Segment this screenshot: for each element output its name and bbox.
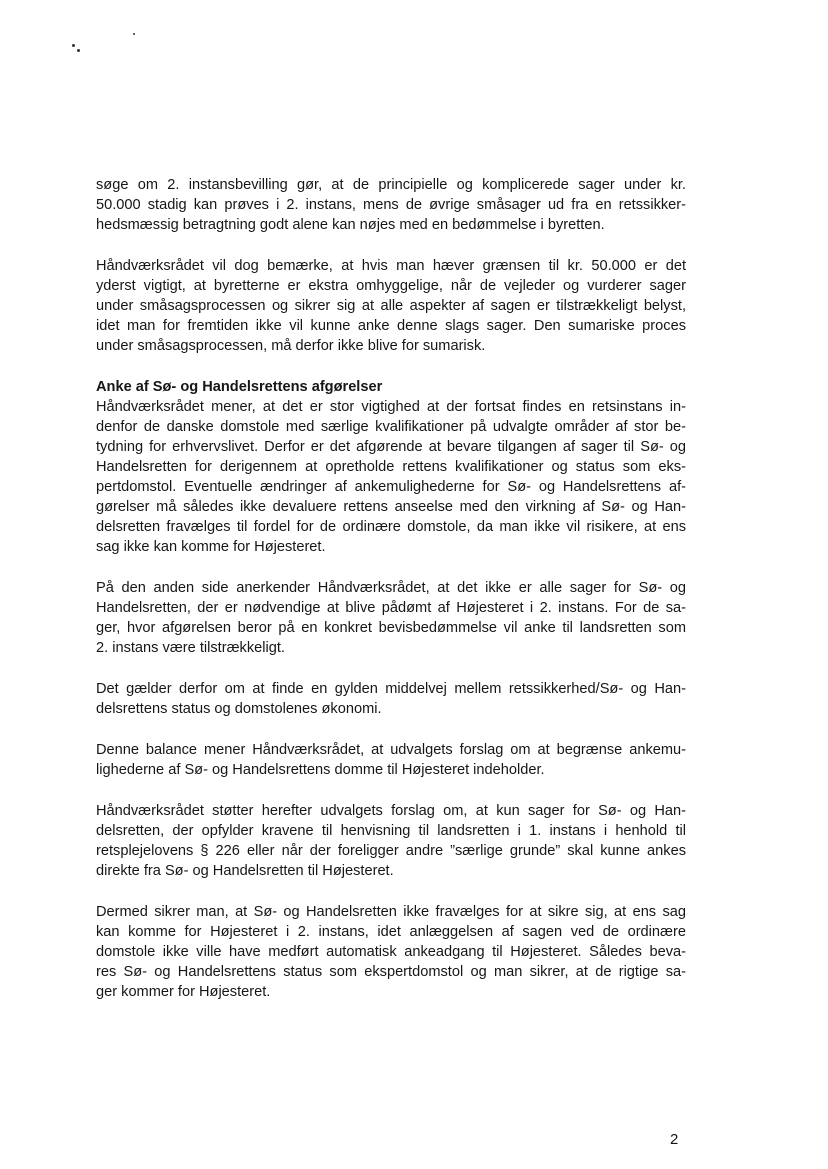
text-line: 50.000 stadig kan prøves i 2. instans, mens de øvrige småsager ud fra en retssikker- xyxy=(96,197,686,213)
text-line: Denne balance mener Håndværksrådet, at udvalgets forslag om at begrænse ankemu- xyxy=(96,742,686,758)
text-line: søge om 2. instansbevilling gør, at de principielle og komplicerede sager under kr. xyxy=(96,177,686,193)
text-line: Det gælder derfor om at finde en gylden middelvej mellem retssikkerhed/Sø- og Han- xyxy=(96,681,686,697)
paragraph xyxy=(96,740,686,780)
text-line: delsrettens status og domstolenes økonomi. xyxy=(96,701,382,717)
text-line: Dermed sikrer man, at Sø- og Handelsretten ikke fravælges for at sikre sig, at ens sag xyxy=(96,904,686,920)
text-line: yderst vigtigt, at byretterne er ekstra omhyggelige, når de vejleder og vurderer sager xyxy=(96,278,686,294)
text-line: retsplejelovens § 226 eller når der foreligger andre ”særlige grunde” skal kunne ankes xyxy=(96,843,686,859)
text-line: ger, hvor afgørelsen beror på en konkret bevisbedømmelse vil anke til landsretten som xyxy=(96,620,686,636)
text-line: ger kommer for Højesteret. xyxy=(96,984,271,1000)
text-line: lighederne af Sø- og Handelsrettens domme til Højesteret indeholder. xyxy=(96,762,545,778)
text-line: delsretten fravælges til fordel for de ordinære domstole, da man ikke vil risikere, at ens xyxy=(96,519,686,535)
text-line: Handelsretten, der er nødvendige at blive pådømt af Højesteret i 2. instans. For de sa- xyxy=(96,600,686,616)
paragraph xyxy=(96,679,686,719)
page-number: 2 xyxy=(670,1131,679,1148)
text-line: Handelsretten for derigennem at opretholde rettens kvalifikationer og status som eks- xyxy=(96,459,686,475)
text-line: denfor de danske domstole med særlige kvalifikationer på udvalgte områder af stor be- xyxy=(96,419,686,435)
text-line: under småsagsprocessen og sikrer sig at alle aspekter af sagen er tilstrækkeligt belyst, xyxy=(96,298,686,314)
paragraph xyxy=(96,578,686,658)
text-line: 2. instans være tilstrækkeligt. xyxy=(96,640,285,656)
scan-speck xyxy=(77,49,80,52)
body-text xyxy=(96,175,686,1023)
text-line: tydning for erhvervslivet. Derfor er det afgørende at bevare tilgangen af sager til Sø- og xyxy=(96,439,686,455)
text-line: res Sø- og Handelsrettens status som ekspertdomstol og man sikrer, at de rigtige sa- xyxy=(96,964,686,980)
paragraph xyxy=(96,256,686,356)
section-heading: Anke af Sø- og Handelsrettens afgørelser xyxy=(96,379,383,395)
text-line: Håndværksrådet mener, at det er stor vigtighed at der fortsat findes en retsinstans in- xyxy=(96,399,686,415)
text-line: Håndværksrådet vil dog bemærke, at hvis man hæver grænsen til kr. 50.000 er det xyxy=(96,258,686,274)
text-line: delsretten, der opfylder kravene til henvisning til landsretten i 1. instans i henhold til xyxy=(96,823,686,839)
text-line: sag ikke kan komme for Højesteret. xyxy=(96,539,326,555)
paragraph xyxy=(96,377,686,557)
text-line: pertdomstol. Eventuelle ændringer af ankemulighederne for Sø- og Handelsrettens af- xyxy=(96,479,686,495)
text-line: kan komme for Højesteret i 2. instans, idet anlæggelsen af sagen ved de ordinære xyxy=(96,924,686,940)
paragraph xyxy=(96,175,686,235)
scan-speck xyxy=(72,44,75,47)
text-line: domstole ikke ville have medført automatisk ankeadgang til Højesteret. Således beva- xyxy=(96,944,686,960)
text-line: hedsmæssig betragtning godt alene kan nøjes med en bedømmelse i byretten. xyxy=(96,217,605,233)
text-line: idet man for fremtiden ikke vil kunne anke denne slags sager. Den sumariske proces xyxy=(96,318,686,334)
paragraph xyxy=(96,801,686,881)
paragraph xyxy=(96,902,686,1002)
text-line: under småsagsprocessen, må derfor ikke blive for sumarisk. xyxy=(96,338,486,354)
text-line: direkte fra Sø- og Handelsretten til Højesteret. xyxy=(96,863,394,879)
text-line: Håndværksrådet støtter herefter udvalgets forslag om, at kun sager for Sø- og Han- xyxy=(96,803,686,819)
text-line: På den anden side anerkender Håndværksrådet, at det ikke er alle sager for Sø- og xyxy=(96,580,686,596)
text-line: gørelser må således ikke devaluere rettens anseelse med den virkning af Sø- og Han- xyxy=(96,499,686,515)
scan-speck xyxy=(133,33,135,35)
